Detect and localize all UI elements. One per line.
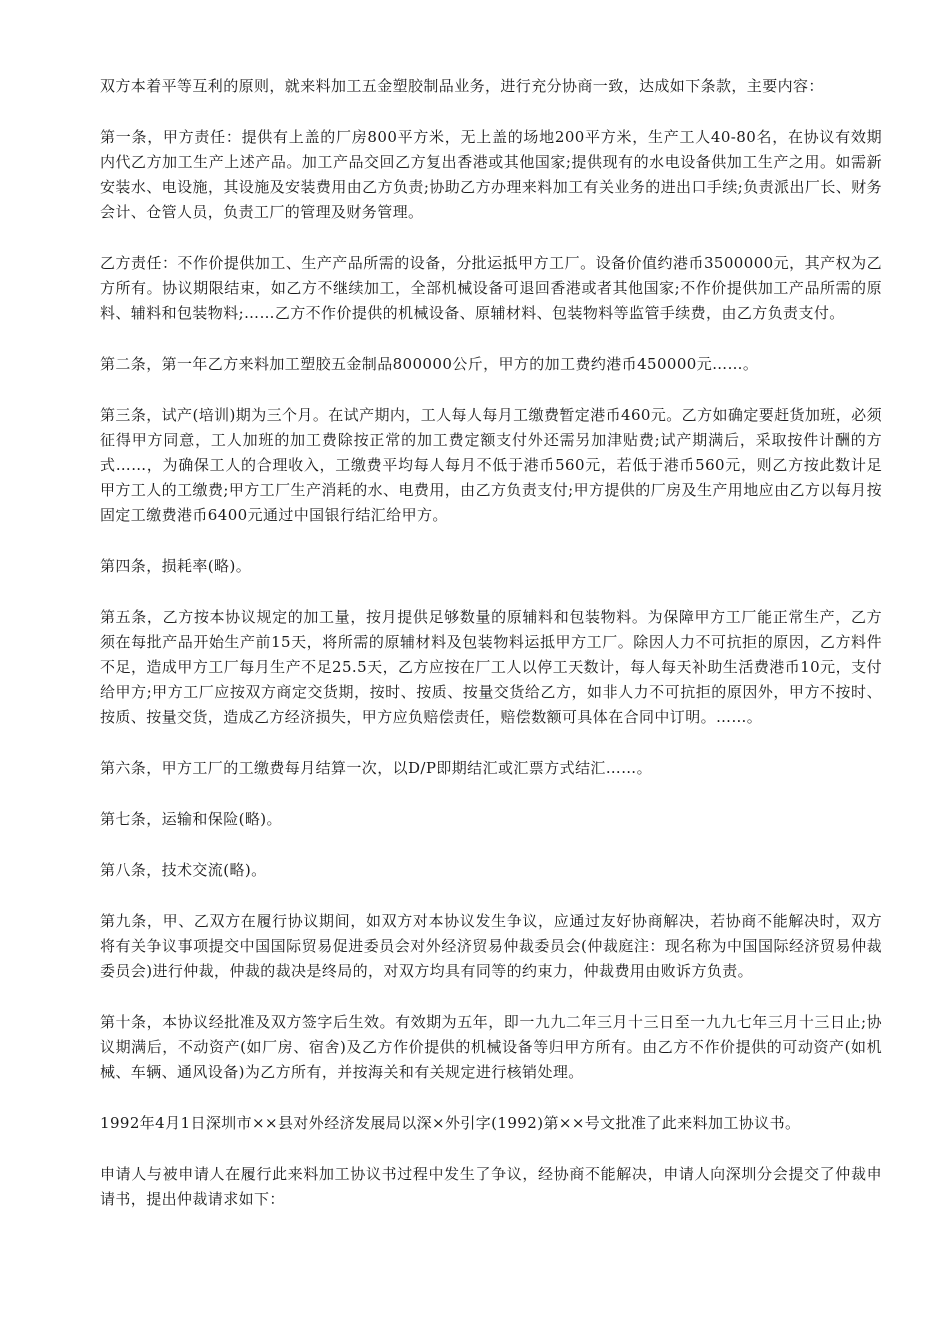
article-1-party-b-paragraph: 乙方责任：不作价提供加工、生产产品所需的设备，分批运抵甲方工厂。设备价值约港币3500000元，其产权为乙方所有。协议期限结束，如乙方不继续加工，全部机械设备可退回香港或者其他国家;不作价提供加工产品所需的原料、辅料和包装物料;……乙方不作价提供的机械设备、原辅材料、包装物料等监管手续费，由乙方负责支付。 — [100, 254, 882, 322]
article-5-paragraph: 第五条，乙方按本协议规定的加工量，按月提供足够数量的原辅料和包装物料。为保障甲方工厂能正常生产，乙方须在每批产品开始生产前15天，将所需的原辅材料及包装物料运抵甲方工厂。除因人力不可抗拒的原因，乙方料件不足，造成甲方工厂每月生产不足25.5天，乙方应按在厂工人以停工天数计，每人每天补助生活费港币10元，支付给甲方;甲方工厂应按双方商定交货期，按时、按质、按量交货给乙方，如非人力不可抗拒的原因外，甲方不按时、按质、按量交货，造成乙方经济损失，甲方应负赔偿责任，赔偿数额可具体在合同中订明。……。 — [100, 608, 882, 726]
article-3-paragraph: 第三条，试产(培训)期为三个月。在试产期内，工人每人每月工缴费暂定港币460元。乙方如确定要赶货加班，必须征得甲方同意，工人加班的加工费除按正常的加工费定额支付外还需另加津贴费;试产期满后，采取按件计酬的方式……，为确保工人的合理收入，工缴费平均每人每月不低于港币560元，若低于港币560元，则乙方按此数计足甲方工人的工缴费;甲方工厂生产消耗的水、电费用，由乙方负责支付;甲方提供的厂房及生产用地应由乙方以每月按固定工缴费港币6400元通过中国银行结汇给甲方。 — [100, 406, 882, 524]
article-6-paragraph: 第六条，甲方工厂的工缴费每月结算一次，以D/P即期结汇或汇票方式结汇……。 — [100, 759, 652, 777]
article-10-paragraph: 第十条，本协议经批准及双方签字后生效。有效期为五年，即一九九二年三月十三日至一九九七年三月十三日止;协议期满后，不动资产(如厂房、宿舍)及乙方作价提供的机械设备等归甲方所有。由乙方不作价提供的可动资产(如机械、车辆、通风设备)为乙方所有，并按海关和有关规定进行核销处理。 — [100, 1013, 882, 1081]
article-2-paragraph: 第二条，第一年乙方来料加工塑胶五金制品800000公斤，甲方的加工费约港币450000元……。 — [100, 355, 759, 373]
approval-paragraph: 1992年4月1日深圳市××县对外经济发展局以深×外引字(1992)第××号文批准了此来料加工协议书。 — [100, 1114, 801, 1132]
dispute-paragraph: 申请人与被申请人在履行此来料加工协议书过程中发生了争议，经协商不能解决，申请人向深圳分会提交了仲裁申请书，提出仲裁请求如下： — [100, 1165, 882, 1208]
article-9-paragraph: 第九条，甲、乙双方在履行协议期间，如双方对本协议发生争议，应通过友好协商解决，若协商不能解决时，双方将有关争议事项提交中国国际贸易促进委员会对外经济贸易仲裁委员会(仲裁庭注：现名称为中国国际经济贸易仲裁委员会)进行仲裁，仲裁的裁决是终局的，对双方均具有同等的约束力，仲裁费用由败诉方负责。 — [100, 912, 882, 980]
article-8-paragraph: 第八条，技术交流(略)。 — [100, 861, 267, 879]
article-1-party-a-paragraph: 第一条，甲方责任：提供有上盖的厂房800平方米，无上盖的场地200平方米，生产工人40-80名，在协议有效期内代乙方加工生产上述产品。加工产品交回乙方复出香港或其他国家;提供现有的水电设备供加工生产之用。如需新安装水、电设施，其设施及安装费用由乙方负责;协助乙方办理来料加工有关业务的进出口手续;负责派出厂长、财务会计、仓管人员，负责工厂的管理及财务管理。 — [100, 128, 882, 221]
article-4-paragraph: 第四条，损耗率(略)。 — [100, 557, 252, 575]
article-7-paragraph: 第七条，运输和保险(略)。 — [100, 810, 282, 828]
intro-paragraph: 双方本着平等互利的原则，就来料加工五金塑胶制品业务，进行充分协商一致，达成如下条款，主要内容： — [100, 77, 824, 95]
document-body — [100, 74, 882, 1238]
